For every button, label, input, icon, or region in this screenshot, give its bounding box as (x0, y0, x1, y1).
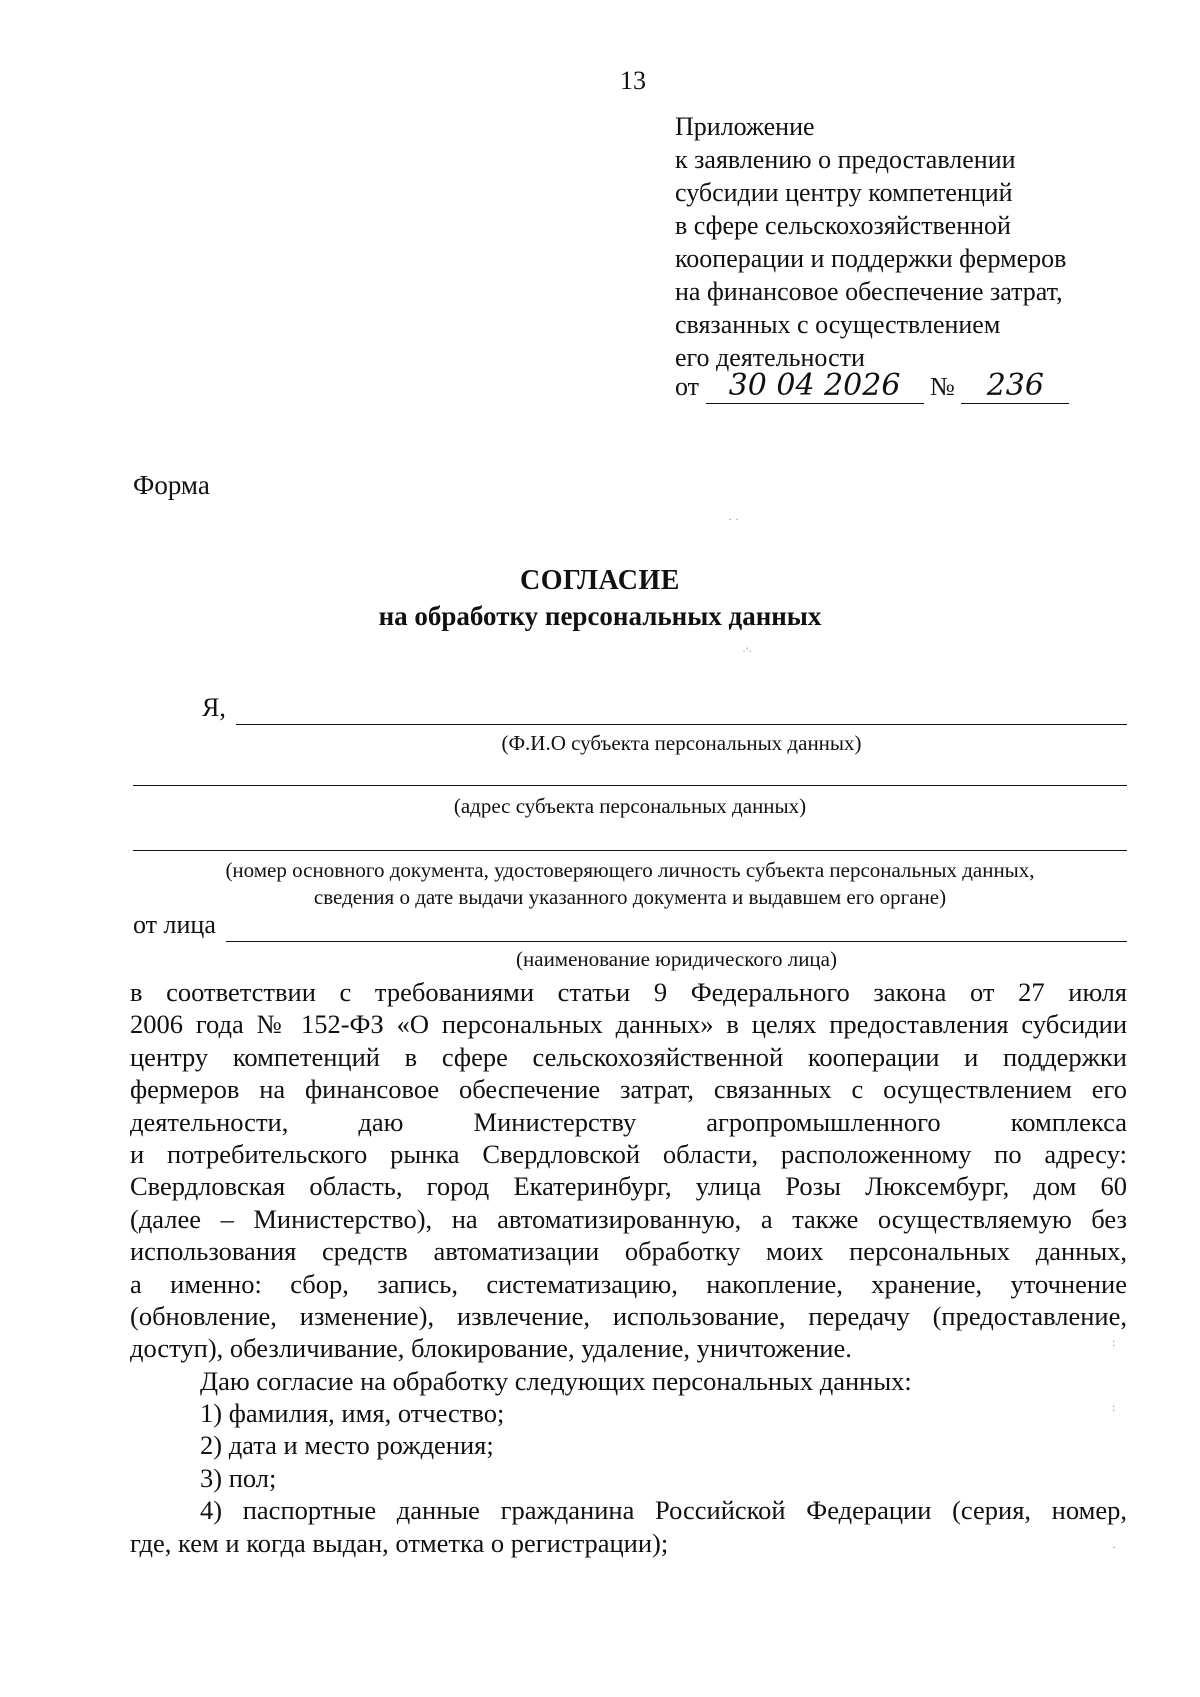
appendix-line: субсидии центру компетенций (675, 178, 1013, 207)
body-line: Свердловская область, город Екатеринбург, улица Розы Люксембург, дом 60 (130, 1171, 1127, 1202)
document-caption-line-1: (номер основного документа, удостоверяющего личность субъекта персональных данных, (225, 858, 1035, 882)
body-line: (обновление, изменение), извлечение, использование, передачу (предоставление, (130, 1300, 1127, 1331)
data-item: 2) дата и место рождения; (200, 1430, 494, 1461)
data-item: 1) фамилия, имя, отчество; (200, 1398, 505, 1429)
scan-speck: · (1112, 1540, 1116, 1554)
handwritten-date: 30 04 2026 (728, 368, 901, 403)
document-subtitle: на обработку персональных данных (378, 601, 822, 631)
body-line: (далее – Министерство), на автоматизированную, а также осуществляемую без (130, 1203, 1127, 1234)
fio-caption: (Ф.И.О субъекта персональных данных) (501, 731, 862, 755)
handwritten-number: 236 (986, 368, 1044, 403)
page-number: 13 (620, 66, 646, 95)
scan-speck: : (1112, 1400, 1116, 1414)
consent-body (130, 976, 1127, 1559)
address-caption: (адрес субъекта персональных данных) (453, 794, 807, 818)
document-title: СОГЛАСИЕ (520, 565, 680, 596)
body-line: и потребительского рынка Свердловской области, расположенному по адресу: (130, 1138, 1127, 1169)
scan-speck: ·'· (742, 644, 753, 658)
address-fill-line (133, 785, 1127, 786)
appendix-line: кооперации и поддержки фермеров (675, 244, 1067, 273)
appendix-line: к заявлению о предоставлении (675, 145, 1016, 174)
i-label: Я, (202, 693, 226, 722)
from-person-label: от лица (133, 910, 216, 939)
body-line: а именно: сбор, запись, систематизацию, накопление, хранение, уточнение (130, 1268, 1127, 1299)
legal-entity-fill-line (226, 941, 1127, 942)
body-line: центру компетенций в сфере сельскохозяйственной кооперации и поддержки (130, 1041, 1127, 1072)
date-field (706, 368, 924, 404)
number-field (961, 368, 1069, 404)
appendix-reference-line (675, 368, 1069, 404)
appendix-line: на финансовое обеспечение затрат, (675, 277, 1063, 306)
document-caption-line-2: сведения о дате выдачи указанного документа и выдавшем его органе) (313, 885, 947, 909)
scan-speck: · · (728, 512, 739, 526)
appendix-line: в сфере сельскохозяйственной (675, 211, 1011, 240)
body-line: фермеров на финансовое обеспечение затрат, связанных с осуществлением его (130, 1074, 1127, 1105)
appendix-line: Приложение (675, 112, 815, 141)
fio-fill-line (236, 724, 1127, 725)
data-item-continuation: где, кем и когда выдан, отметка о регистрации); (130, 1527, 669, 1558)
data-item: 3) пол; (200, 1462, 277, 1493)
from-label: от (675, 372, 700, 401)
document-fill-line (133, 850, 1127, 851)
body-line: использования средств автоматизации обработку моих персональных данных, (130, 1236, 1127, 1267)
body-line: деятельности, даю Министерству агропромышленного комплекса (130, 1106, 1127, 1137)
legal-entity-caption: (наименование юридического лица) (516, 947, 837, 971)
appendix-block (675, 110, 1066, 374)
data-item: 4) паспортные данные гражданина Российской Федерации (серия, номер, (200, 1495, 1127, 1526)
form-label: Форма (133, 470, 210, 500)
appendix-line: его деятельности (675, 343, 865, 372)
appendix-line: связанных с осуществлением (675, 310, 1001, 339)
number-label: № (930, 372, 955, 401)
consent-intro: Даю согласие на обработку следующих персональных данных: (200, 1365, 912, 1396)
body-line: доступ), обезличивание, блокирование, удаление, уничтожение. (130, 1333, 852, 1364)
body-line: в соответствии с требованиями статьи 9 Федерального закона от 27 июля (130, 977, 1127, 1007)
body-line: 2006 года № 152-ФЗ «О персональных данных» в целях предоставления субсидии (130, 1009, 1127, 1040)
scan-speck: : (1112, 1335, 1116, 1349)
